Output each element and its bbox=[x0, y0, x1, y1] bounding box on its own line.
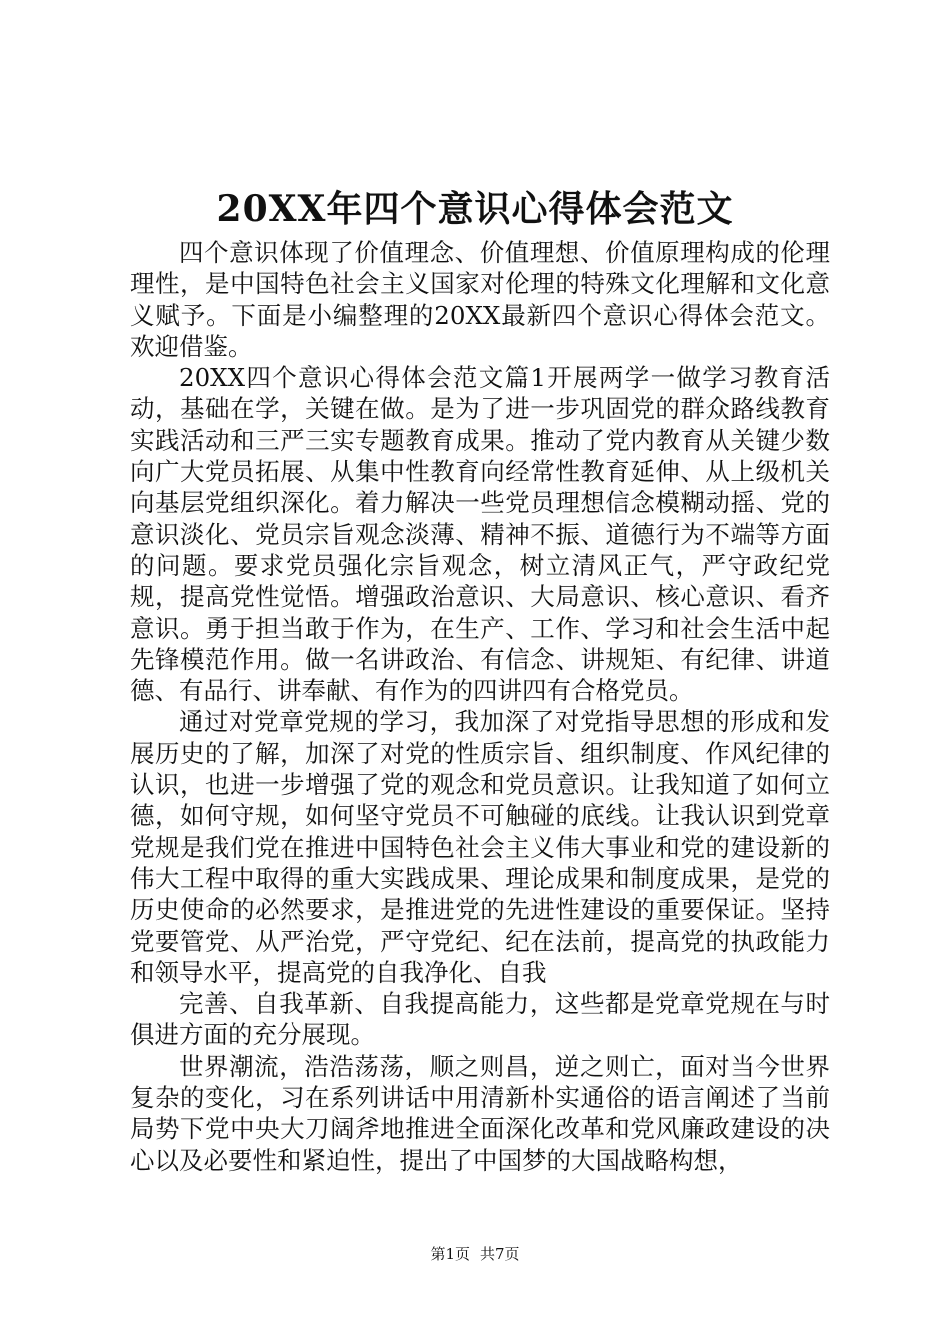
paragraph-world-trend: 世界潮流，浩浩荡荡，顺之则昌，逆之则亡，面对当今世界复杂的变化，习在系列讲话中用清新朴实通俗的语言阐述了当前局势下党中央大刀阔斧地推进全面深化改革和党风廉政建设的决心以及必要性和紧迫性，提出了中国梦的大国战略构想， bbox=[130, 1051, 830, 1175]
page-total: 共7页 bbox=[480, 1245, 520, 1263]
document-title: 20XX年四个意识心得体会范文 bbox=[216, 188, 734, 230]
document-body bbox=[130, 237, 830, 1176]
paragraph-essay-1: 20XX四个意识心得体会范文篇1开展两学一做学习教育活动，基础在学，关键在做。是为了进一步巩固党的群众路线教育实践活动和三严三实专题教育成果。推动了党内教育从关键少数向广大党员拓展、从集中性教育向经常性教育延伸、从上级机关向基层党组织深化。着力解决一些党员理想信念模糊动摇、党的意识淡化、党员宗旨观念淡薄、精神不振、道德行为不端等方面的问题。要求党员强化宗旨观念，树立清风正气，严守政纪党规，提高党性觉悟。增强政治意识、大局意识、核心意识、看齐意识。勇于担当敢于作为，在生产、工作、学习和社会生活中起先锋模范作用。做一名讲政治、有信念、讲规矩、有纪律、讲道德、有品行、讲奉献、有作为的四讲四有合格党员。 bbox=[130, 363, 830, 706]
page-footer bbox=[0, 1244, 950, 1264]
paragraph-party-rules: 通过对党章党规的学习，我加深了对党指导思想的形成和发展历史的了解，加深了对党的性质宗旨、组织制度、作风纪律的认识，也进一步增强了党的观念和党员意识。让我知道了如何立德，如何守规，如何坚守党员不可触碰的底线。让我认识到党章党规是我们党在推进中国特色社会主义伟大事业和党的建设新的伟大工程中取得的重大实践成果、理论成果和制度成果，是党的历史使命的必然要求，是推进党的先进性建设的重要保证。坚持党要管党、从严治党，严守党纪、纪在法前，提高党的执政能力和领导水平，提高党的自我净化、自我 bbox=[130, 707, 830, 987]
paragraph-intro: 四个意识体现了价值理念、价值理想、价值原理构成的伦理理性，是中国特色社会主义国家对伦理的特殊文化理解和文化意义赋予。下面是小编整理的20XX最新四个意识心得体会范文。欢迎借鉴。 bbox=[130, 238, 830, 361]
page-number: 第1页 bbox=[430, 1245, 470, 1263]
paragraph-continuation: 完善、自我革新、自我提高能力，这些都是党章党规在与时俱进方面的充分展现。 bbox=[130, 989, 830, 1050]
